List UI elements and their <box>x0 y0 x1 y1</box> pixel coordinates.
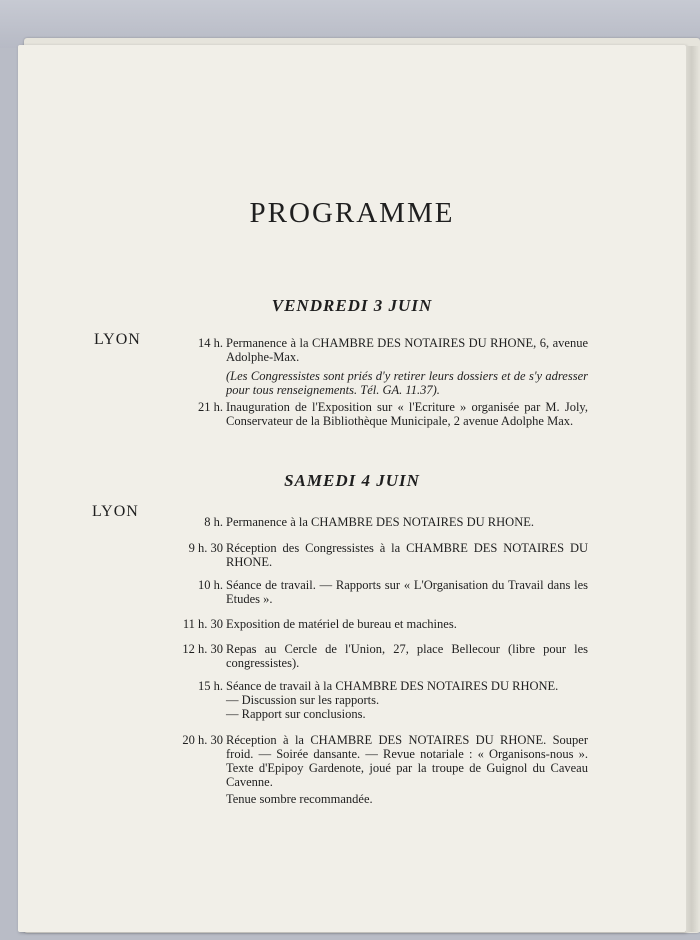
event-time: 10 h. <box>198 578 223 592</box>
event-friday-21h <box>168 400 588 428</box>
event-time: 11 h. 30 <box>182 617 223 631</box>
event-text: Exposition de matériel de bureau et machines. <box>226 617 457 631</box>
event-time: 15 h. <box>198 679 223 693</box>
event-saturday-15h <box>168 679 588 721</box>
event-text: Réception à la CHAMBRE DES NOTAIRES DU RHONE. Souper froid. — Soirée dansante. — Revue notariale : « Organisons-nous ». Texte d'Epipoy Gardenote, joué par la troupe de Guignol du Caveau Cavenne. <box>226 733 588 789</box>
event-time: 8 h. <box>204 515 223 529</box>
page-stack-rim <box>686 46 700 932</box>
event-text: Séance de travail. — Rapports sur « L'Organisation du Travail dans les Etudes ». <box>226 578 588 606</box>
event-saturday-20h30 <box>168 733 588 806</box>
event-text: Réception des Congressistes à la CHAMBRE DES NOTAIRES DU RHONE. <box>226 541 588 569</box>
event-friday-14h <box>168 336 588 397</box>
event-text: Séance de travail à la CHAMBRE DES NOTAIRES DU RHONE. <box>226 679 559 693</box>
event-subline: — Discussion sur les rapports. <box>226 693 380 707</box>
day-heading-saturday: SAMEDI 4 JUIN <box>284 471 420 490</box>
day-heading-friday: VENDREDI 3 JUIN <box>271 296 433 315</box>
page-title: PROGRAMME <box>249 197 455 229</box>
event-time: 12 h. 30 <box>182 642 223 656</box>
city-label-saturday: LYON <box>92 503 139 520</box>
document-page <box>18 45 686 932</box>
event-text: Permanence à la CHAMBRE DES NOTAIRES DU RHONE. <box>226 515 534 529</box>
event-saturday-11h30 <box>168 617 588 631</box>
event-time: 21 h. <box>198 400 223 414</box>
event-text: Repas au Cercle de l'Union, 27, place Bellecour (libre pour les congressistes). <box>226 642 588 670</box>
event-time: 9 h. 30 <box>188 541 223 555</box>
event-time: 14 h. <box>198 336 223 350</box>
event-note: (Les Congressistes sont priés d'y retirer leurs dossiers et de s'y adresser pour tous renseignements. Tél. GA. 11.37). <box>226 369 588 397</box>
event-saturday-10h <box>168 578 588 606</box>
event-time: 20 h. 30 <box>182 733 223 747</box>
city-label-friday: LYON <box>94 331 141 348</box>
event-saturday-9h30 <box>168 541 588 569</box>
event-text: Permanence à la CHAMBRE DES NOTAIRES DU RHONE, 6, avenue Adolphe-Max. <box>226 336 588 364</box>
event-saturday-8h <box>168 515 588 529</box>
event-subline: Tenue sombre recommandée. <box>226 792 373 806</box>
event-subline: — Rapport sur conclusions. <box>226 707 366 721</box>
event-text: Inauguration de l'Exposition sur « l'Ecriture » organisée par M. Joly, Conservateur de la Bibliothèque Municipale, 2 avenue Adolphe Max. <box>226 400 588 428</box>
event-saturday-12h30 <box>168 642 588 670</box>
